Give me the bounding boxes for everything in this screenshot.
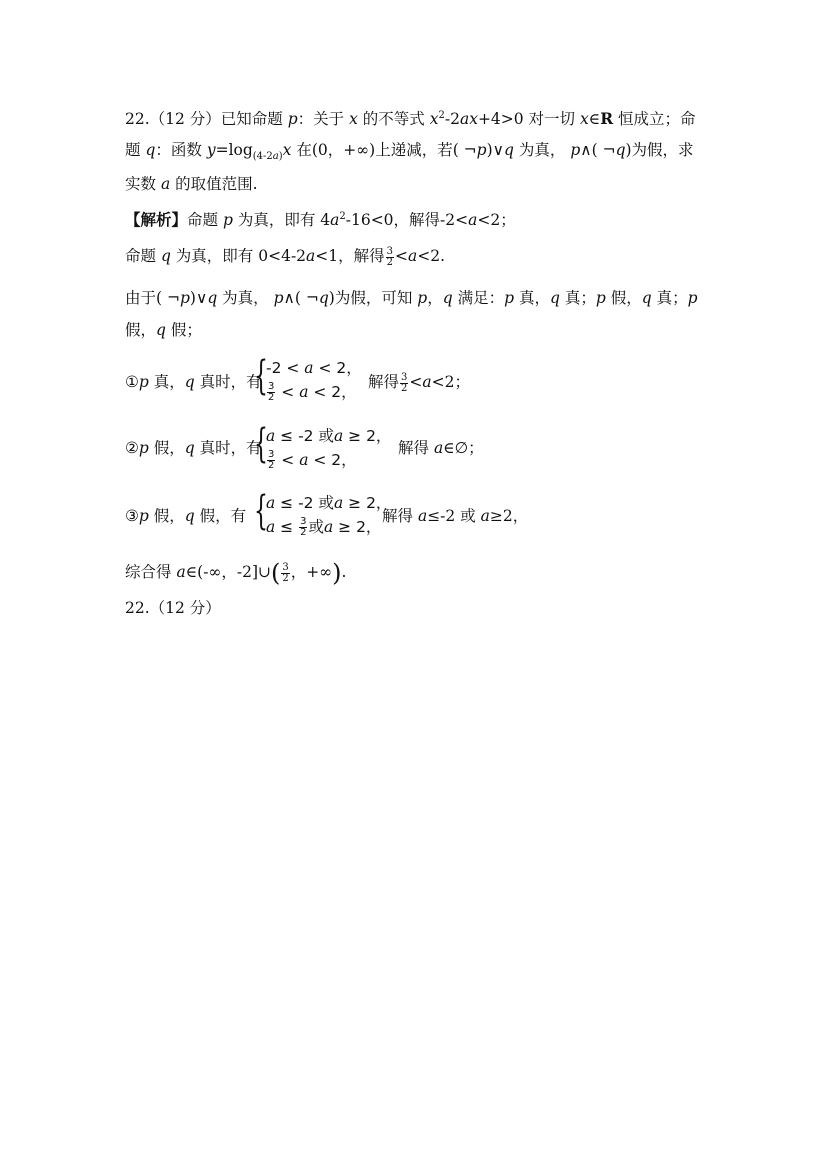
solution-line-3: 由于( ¬p)∨q 为真， p∧( ¬q)为假，可知 p，q 满足：p 真，q 真；p 假，q 真；p — [125, 289, 698, 307]
solution-line-2: 命题 q 为真，即有 0<4-2a<1，解得 $\frac{3}{2}$ <a<2. — [125, 245, 446, 268]
case-1-label: ①p 真，q 真时，有 — [125, 373, 262, 391]
left-brace: { — [254, 421, 268, 467]
case-2-result: 解得 a∈∅； — [398, 439, 484, 457]
problem-line-1: 22.（12 分）已知命题 p：关于 x 的不等式 $x^2-2ax+4>0$ 对一切 x∈R 恒成立；命 — [125, 109, 696, 129]
case-3-label: ③p 假，q 假，有 — [125, 507, 247, 525]
system-row: $\frac{3}{2}$ < a < 2， — [268, 381, 357, 403]
footer-problem-number: 22.（12 分） — [125, 599, 221, 617]
problem-line-2: 题 q：函数 $y=\log_{(4-2a)}x$ 在(0，+∞)上递减，若( ¬p)∨q 为真， p∧( ¬q)为假，求 — [125, 141, 694, 163]
fraction: $\frac{3}{2}$ — [386, 245, 394, 268]
case-1-result: 解得 $\frac{3}{2}$ <a<2； — [368, 371, 470, 394]
case-2-label: ②p 假，q 真时，有 — [125, 439, 262, 457]
conclusion: 综合得 a∈(-∞，-2]∪( $\frac{3}{2}$ ，+∞). — [125, 559, 347, 587]
system-row: a ≤ $\frac{3}{2}$ 或a ≥ 2， — [266, 516, 382, 538]
system-row: $\frac{3}{2}$ < a < 2， — [268, 449, 357, 471]
problem-line-3: 实数 a 的取值范围. — [125, 175, 258, 193]
system-row: -2 < a < 2， — [266, 359, 362, 377]
system-row: a ≤ -2 或a ≥ 2， — [266, 494, 392, 512]
case-3-result: 解得 a≤-2 或 a≥2， — [382, 507, 529, 525]
left-brace: { — [254, 353, 268, 399]
system-row: a ≤ -2 或a ≥ 2， — [266, 427, 392, 445]
left-brace: { — [254, 488, 268, 534]
solution-line-1: 【解析】命题 p 为真，即有 $4a^2-16<0$，解得-2<a<2； — [125, 210, 516, 230]
solution-line-4: 假，q 假； — [125, 321, 202, 339]
